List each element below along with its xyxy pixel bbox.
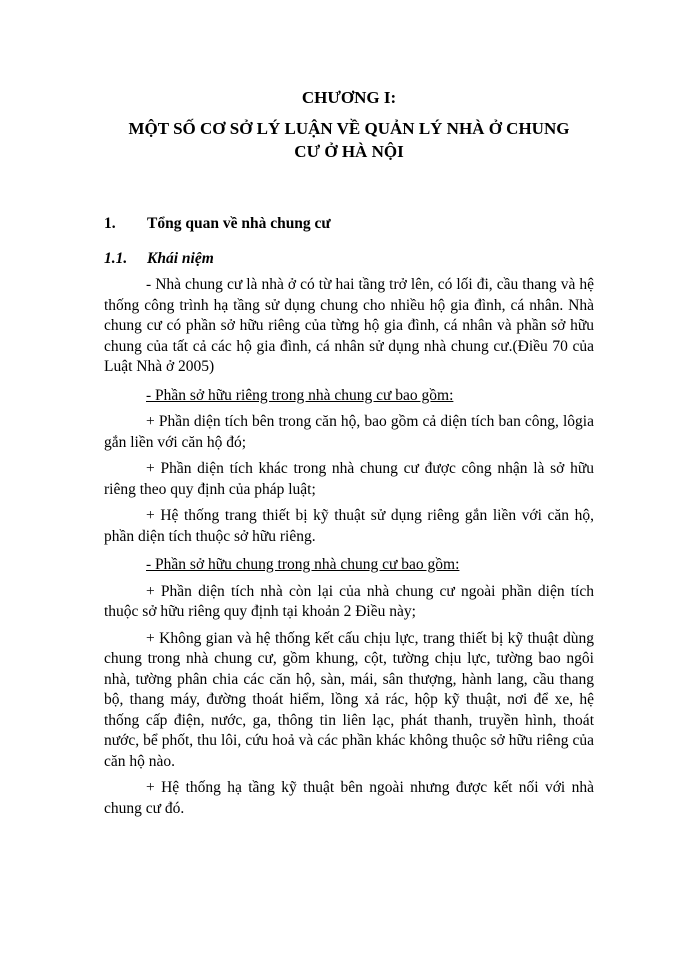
common-ownership-heading: - Phần sở hữu chung trong nhà chung cư bao gồm: [146,556,460,573]
paragraph-definition: - Nhà chung cư là nhà ở có từ hai tầng trở lên, có lối đi, cầu thang và hệ thống công trình hạ tầng sử dụng chung cho nhiều hộ gia đình, cá nhân. Nhà chung cư có phần sở hữu riêng của từng hộ gia đình, cá nhân và phần sở hữu chung của tất cả các hộ gia đình, cá nhân sử dụng nhà chung cư.(Điều 70 của Luật Nhà ở 2005) [104,276,594,375]
subsection-heading [104,249,594,269]
chapter-label: CHƯƠNG I: [301,88,397,107]
chapter-title [104,117,594,163]
common-item-3: + Hệ thống hạ tầng kỹ thuật bên ngoài nhưng được kết nối với nhà chung cư đó. [104,779,594,817]
chapter-title-line1: MỘT SỐ CƠ SỞ LÝ LUẬN VỀ QUẢN LÝ NHÀ Ở CHUNG [128,119,570,138]
private-item-1: + Phần diện tích bên trong căn hộ, bao gồm cả diện tích ban công, lôgia gắn liền với căn hộ đó; [104,413,594,451]
subsection-title: Khái niệm [147,250,214,267]
common-item-2: + Không gian và hệ thống kết cấu chịu lực, trang thiết bị kỹ thuật dùng chung trong nhà chung cư, gồm khung, cột, tường chịu lực, tường bao ngôi nhà, tường phân chia các căn hộ, sàn, mái, sân thượng, hành lang, cầu thang bộ, thang máy, đường thoát hiểm, lồng xả rác, hộp kỹ thuật, nơi để xe, hệ thống cấp điện, nước, ga, thông tin liên lạc, phát thanh, truyền hình, thoát nước, bể phốt, thu lôi, cứu hoả và các phần khác không thuộc sở hữu riêng của căn hộ nào. [104,629,594,770]
common-item-1: + Phần diện tích nhà còn lại của nhà chung cư ngoài phần diện tích thuộc sở hữu riêng quy định tại khoản 2 Điều này; [104,582,594,620]
section-title: Tổng quan về nhà chung cư [147,215,331,232]
section-heading [104,214,594,234]
private-item-3: + Hệ thống trang thiết bị kỹ thuật sử dụng riêng gắn liền với căn hộ, phần diện tích thuộc sở hữu riêng. [104,507,594,545]
private-ownership-heading: - Phần sở hữu riêng trong nhà chung cư bao gồm: [146,386,454,404]
subsection-number: 1.1. [104,250,128,267]
chapter-title-line2: CƯ Ở HÀ NỘI [294,142,404,161]
section-number: 1. [104,215,116,232]
private-item-2: + Phần diện tích khác trong nhà chung cư được công nhận là sở hữu riêng theo quy định của pháp luật; [104,460,594,498]
